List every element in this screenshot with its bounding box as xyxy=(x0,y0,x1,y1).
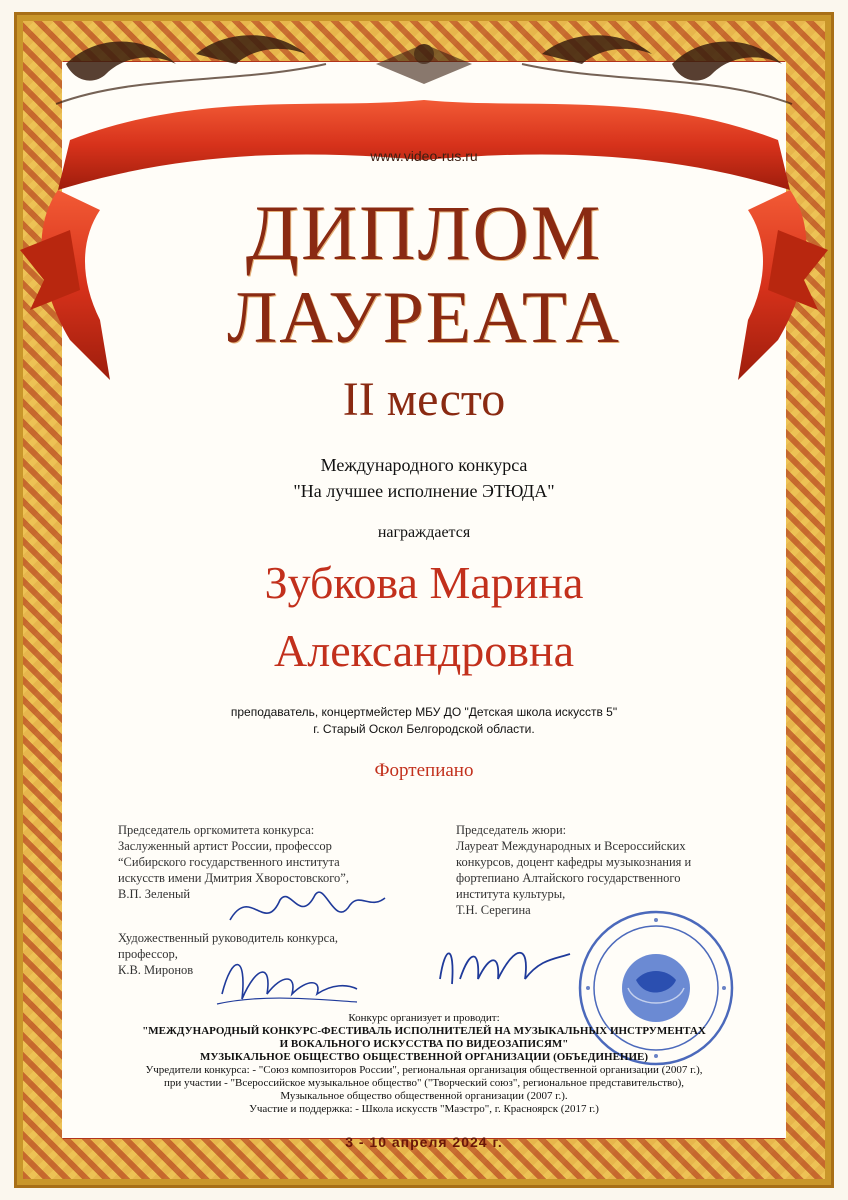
place-label: II место xyxy=(342,373,506,426)
recipient-position xyxy=(0,704,848,738)
recipient-name-line-2: Александровна xyxy=(274,625,574,676)
org-chair-line: “Сибирского государственного института xyxy=(118,855,340,869)
organizer-name-line-3: МУЗЫКАЛЬНОЕ ОБЩЕСТВО ОБЩЕСТВЕННОЙ ОРГАНИЗАЦИИ (ОБЪЕДИНЕНИЕ) xyxy=(199,1051,649,1063)
contest-line-1: Международного конкурса xyxy=(320,455,528,475)
awarded-label: награждается xyxy=(377,524,471,541)
instrument-label: Фортепиано xyxy=(374,760,474,781)
art-director-line: Художественный руководитель конкурса, xyxy=(118,931,339,945)
jury-chair-line: конкурсов, доцент кафедры музыкознания и xyxy=(456,855,692,869)
founders-line-1: Учредители конкурса: - "Союз композиторов России", региональная организация общественной организации (2007 г.), xyxy=(145,1064,703,1076)
recipient-name-line-1: Зубкова Марина xyxy=(264,557,584,608)
site-url: www.video-rus.ru xyxy=(370,148,478,164)
founders-line-2: при участии - "Всероссийское музыкальное общество" ("Творческий союз", региональное представительство), xyxy=(163,1077,685,1089)
title-line-2: ЛАУРЕАТА xyxy=(227,277,621,359)
organizer-block xyxy=(0,1012,848,1116)
signature-zeleny-icon xyxy=(220,880,390,940)
jury-chair-block xyxy=(456,822,756,918)
contest-name xyxy=(0,452,848,504)
position-line-2: г. Старый Оскол Белгородской области. xyxy=(313,722,535,736)
org-chair-line: Председатель оргкомитета конкурса: xyxy=(118,823,315,837)
org-chair-line: искусств имени Дмитрия Хворостовского”, xyxy=(118,871,349,885)
organizer-intro: Конкурс организует и проводит: xyxy=(348,1012,500,1024)
position-line-1: преподаватель, концертмейстер МБУ ДО "Детская школа искусств 5" xyxy=(230,705,618,719)
art-director-line: профессор, xyxy=(118,947,178,961)
jury-chair-line: Т.Н. Серегина xyxy=(456,903,531,917)
organizer-name-line-2: И ВОКАЛЬНОГО ИСКУССТВА ПО ВИДЕОЗАПИСЯМ" xyxy=(279,1038,569,1050)
signature-mironov-icon xyxy=(212,944,362,1014)
contest-dates: 3 - 10 апреля 2024 г. xyxy=(345,1134,503,1150)
founders-line-3: Музыкальное общество общественной организации (2007 г.). xyxy=(280,1090,568,1102)
jury-chair-line: Председатель жюри: xyxy=(456,823,567,837)
support-line: Участие и поддержка: - Школа искусств "Маэстро", г. Красноярск (2017 г.) xyxy=(249,1103,599,1115)
jury-chair-line: фортепиано Алтайского государственного xyxy=(456,871,681,885)
jury-chair-line: Лауреат Международных и Всероссийских xyxy=(456,839,686,853)
org-chair-line: Заслуженный артист России, профессор xyxy=(118,839,332,853)
signature-seregina-icon xyxy=(430,934,580,994)
title-line-1: ДИПЛОМ xyxy=(245,189,603,276)
organizer-name-line-1: "МЕЖДУНАРОДНЫЙ КОНКУРС-ФЕСТИВАЛЬ ИСПОЛНИТЕЛЕЙ НА МУЗЫКАЛЬНЫХ ИНСТРУМЕНТАХ xyxy=(142,1025,706,1037)
org-chair-line: В.П. Зеленый xyxy=(118,887,191,901)
art-director-line: К.В. Миронов xyxy=(118,963,194,977)
contest-line-2: "На лучшее исполнение ЭТЮДА" xyxy=(293,481,555,501)
jury-chair-line: института культуры, xyxy=(456,887,566,901)
